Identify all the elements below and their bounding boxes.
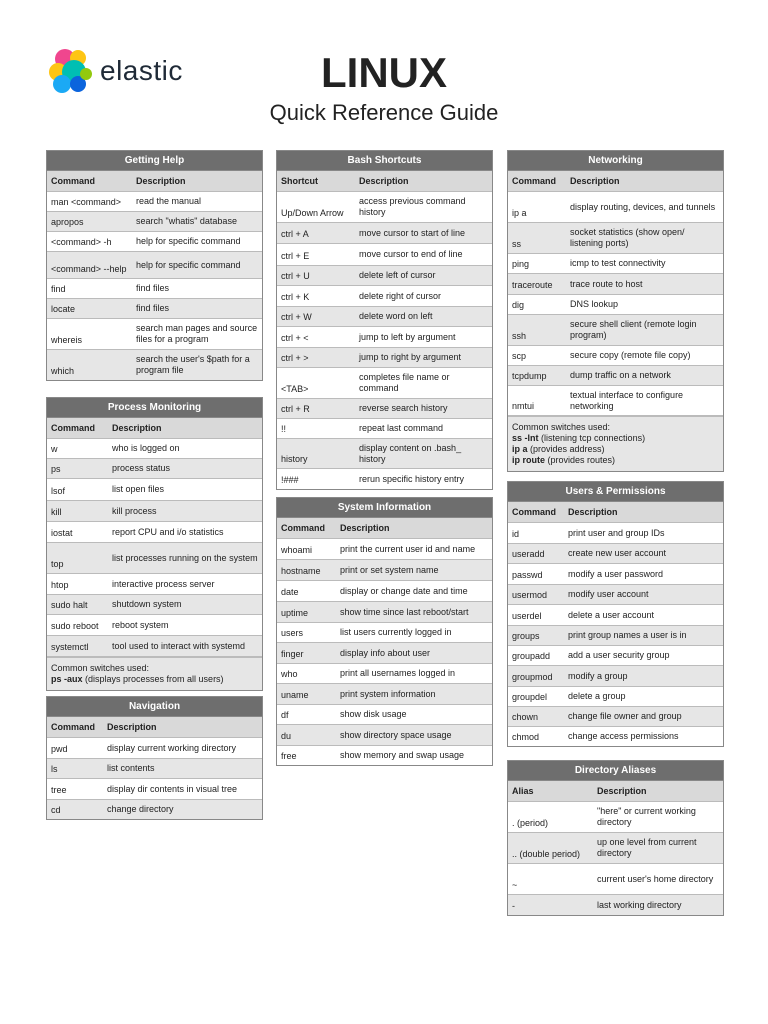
command-cell: ping (512, 259, 530, 269)
description-cell: display current working directory (107, 742, 237, 753)
command-cell: ~ (512, 880, 518, 890)
table-row (508, 223, 723, 254)
column-header: Description (107, 721, 157, 732)
command-cell: hostname (281, 566, 321, 576)
command-cell: tree (51, 785, 67, 795)
logo-text: elastic (100, 55, 183, 86)
command-cell: find (51, 284, 66, 294)
description-cell: modify a group (568, 670, 628, 681)
command-cell: systemctl (51, 642, 89, 652)
description-cell: search man pages and source files for a program (136, 323, 258, 344)
command-cell: top (51, 559, 64, 569)
description-cell: reverse search history (359, 403, 448, 413)
command-cell: useradd (512, 549, 545, 559)
description-cell: print user and group IDs (568, 527, 665, 538)
command-cell: ss (512, 239, 521, 249)
command-cell: which (51, 366, 75, 376)
description-cell: report CPU and i/o statistics (112, 526, 224, 537)
table-row (508, 687, 723, 707)
table-row (47, 212, 262, 232)
command-cell: usermod (512, 590, 548, 600)
table-row (47, 279, 262, 299)
description-cell: delete left of cursor (359, 270, 436, 280)
table-row (508, 802, 723, 833)
description-cell: display dir contents in visual tree (107, 783, 238, 794)
description-cell: print all usernames logged in (340, 668, 456, 678)
table-row (508, 833, 723, 864)
column-header-row (277, 518, 492, 539)
note-text: (provides address) (527, 444, 605, 454)
page-title: LINUX (321, 49, 447, 96)
table-row (47, 299, 262, 319)
table-row (47, 738, 262, 759)
table-row (277, 746, 492, 765)
table-row (47, 522, 262, 543)
description-cell: shutdown system (112, 599, 182, 609)
column-header: Description (340, 522, 390, 533)
command-cell: sudo reboot (51, 621, 99, 631)
description-cell: kill process (112, 505, 157, 516)
note-line (512, 433, 719, 444)
table-row (47, 252, 262, 279)
description-cell: secure copy (remote file copy) (570, 350, 691, 360)
table-row (277, 399, 492, 419)
table-row (508, 864, 723, 895)
table-row (277, 368, 492, 399)
description-cell: current user's home directory (597, 873, 714, 884)
command-cell: chown (512, 712, 539, 722)
table-title: Getting Help (47, 151, 262, 171)
table-row (277, 539, 492, 560)
table-row (277, 223, 492, 244)
command-cell: df (281, 710, 289, 720)
description-cell: move cursor to end of line (359, 249, 463, 259)
column-header: Description (570, 175, 620, 186)
table-row (508, 544, 723, 564)
table-row (508, 315, 723, 346)
table-row (277, 348, 492, 368)
command-cell: ctrl + > (281, 353, 309, 363)
note-line (512, 422, 719, 433)
table-getting-help (46, 150, 263, 381)
command-cell: ctrl + K (281, 292, 310, 302)
command-cell: w (51, 444, 58, 454)
command-cell: chmod (512, 732, 540, 742)
description-cell: change directory (107, 804, 174, 814)
common-switches-note (47, 657, 262, 690)
column-header-row (47, 717, 262, 738)
note-text: (listening tcp connections) (538, 433, 646, 443)
note-line (512, 444, 719, 455)
table-row (277, 664, 492, 684)
table-row (508, 192, 723, 223)
table-row (277, 602, 492, 623)
command-cell: <TAB> (281, 384, 309, 394)
table-title: Process Monitoring (47, 398, 262, 418)
description-cell: find files (136, 283, 170, 293)
command-cell: passwd (512, 570, 543, 580)
elastic-logo-icon (46, 46, 94, 96)
table-row (508, 346, 723, 366)
column-header-row (47, 418, 262, 439)
description-cell: trace route to host (570, 278, 643, 289)
table-users-permissions (507, 481, 724, 747)
table-networking (507, 150, 724, 472)
description-cell: jump to left by argument (359, 331, 456, 342)
command-cell: kill (51, 507, 62, 517)
column-header-row (508, 781, 723, 802)
table-title: Bash Shortcuts (277, 151, 492, 171)
table-title: Navigation (47, 697, 262, 717)
command-cell: !! (281, 424, 287, 434)
column-header: Description (568, 506, 618, 517)
column-header: Command (51, 721, 96, 732)
description-cell: "here" or current working directory (597, 806, 696, 827)
description-cell: show directory space usage (340, 729, 452, 740)
command-cell: ctrl + W (281, 312, 312, 322)
table-system-information (276, 497, 493, 766)
table-directory-aliases (507, 760, 724, 916)
command-cell: groupmod (512, 672, 553, 682)
table-row (508, 254, 723, 274)
column-header-row (508, 171, 723, 192)
table-row (277, 419, 492, 439)
command-cell: groupdel (512, 692, 548, 702)
command-cell: ls (51, 764, 58, 774)
column-header-row (47, 171, 262, 192)
note-switch: ps -aux (51, 674, 83, 684)
command-cell: ps (51, 464, 61, 474)
description-cell: dump traffic on a network (570, 370, 671, 380)
command-cell: cd (51, 805, 61, 815)
column-header-row (508, 502, 723, 523)
table-row (508, 585, 723, 605)
column-header: Description (597, 785, 647, 796)
command-cell: <command> --help (51, 264, 127, 274)
table-row (47, 759, 262, 779)
common-switches-note (508, 416, 723, 471)
description-cell: move cursor to start of line (359, 227, 466, 238)
table-row (277, 560, 492, 581)
page-subtitle: Quick Reference Guide (269, 100, 499, 125)
table-row (277, 725, 492, 746)
table-row (508, 295, 723, 315)
column-header: Command (51, 422, 96, 433)
description-cell: list contents (107, 763, 155, 773)
table-row (47, 319, 262, 350)
note-text: (displays processes from all users) (82, 674, 224, 684)
table-row (277, 307, 492, 327)
command-cell: users (281, 628, 304, 638)
command-cell: <command> -h (51, 237, 112, 247)
command-cell: ctrl + R (281, 404, 310, 414)
table-row (47, 232, 262, 252)
table-row (277, 244, 492, 266)
description-cell: create new user account (568, 548, 667, 558)
command-cell: sudo halt (51, 600, 88, 610)
command-cell: apropos (51, 217, 84, 227)
note-text: Common switches used: (512, 422, 611, 432)
description-cell: process status (112, 463, 171, 473)
command-cell: userdel (512, 611, 542, 621)
command-cell: . (period) (512, 818, 549, 828)
description-cell: textual interface to configure networking (570, 389, 684, 411)
description-cell: modify a user password (568, 568, 664, 579)
description-cell: icmp to test connectivity (570, 258, 666, 268)
column-header: Alias (512, 785, 534, 796)
note-line (51, 663, 258, 674)
command-cell: .. (double period) (512, 849, 581, 859)
command-cell: Up/Down Arrow (281, 208, 344, 218)
table-row (508, 727, 723, 746)
description-cell: print group names a user is in (568, 630, 687, 640)
description-cell: who is logged on (112, 443, 180, 453)
table-row (277, 705, 492, 725)
column-header: Description (136, 175, 186, 186)
description-cell: repeat last command (359, 423, 444, 433)
command-cell: du (281, 731, 292, 741)
description-cell: list open files (112, 484, 165, 494)
description-cell: list processes running on the system (112, 552, 258, 563)
description-cell: access previous command history (359, 196, 466, 217)
description-cell: display or change date and time (340, 585, 468, 596)
description-cell: reboot system (112, 619, 169, 630)
command-cell: free (281, 751, 297, 761)
note-line (512, 455, 719, 466)
column-header: Command (281, 522, 326, 533)
table-row (47, 439, 262, 459)
description-cell: show disk usage (340, 709, 407, 719)
description-cell: display routing, devices, and tunnels (570, 201, 716, 212)
command-cell: whereis (51, 335, 83, 345)
description-cell: rerun specific history entry (359, 473, 465, 484)
description-cell: show time since last reboot/start (340, 606, 469, 617)
note-switch: ip a (512, 444, 528, 454)
table-row (277, 439, 492, 469)
table-title: Users & Permissions (508, 482, 723, 502)
table-row (277, 623, 492, 643)
description-cell: change access permissions (568, 731, 679, 741)
description-cell: delete a user account (568, 609, 655, 620)
description-cell: help for specific command (136, 259, 241, 270)
command-cell: uptime (281, 608, 309, 618)
description-cell: last working directory (597, 899, 682, 910)
table-row (47, 543, 262, 574)
command-cell: nmtui (512, 401, 535, 411)
description-cell: show memory and swap usage (340, 750, 465, 760)
table-row (277, 684, 492, 705)
table-row (508, 646, 723, 666)
command-cell: pwd (51, 744, 68, 754)
table-bash-shortcuts (276, 150, 493, 490)
table-row (277, 286, 492, 307)
description-cell: list users currently logged in (340, 627, 452, 637)
description-cell: search "whatis" database (136, 216, 237, 226)
command-cell: date (281, 587, 299, 597)
description-cell: secure shell client (remote login program) (570, 319, 697, 340)
description-cell: delete right of cursor (359, 290, 442, 301)
command-cell: ctrl + U (281, 271, 310, 281)
command-cell: finger (281, 649, 304, 659)
column-header: Description (359, 175, 409, 186)
description-cell: delete word on left (359, 311, 433, 321)
command-cell: ctrl + A (281, 229, 309, 239)
elastic-logo (46, 46, 183, 96)
table-row (47, 800, 262, 819)
table-row (47, 779, 262, 800)
command-cell: - (512, 901, 515, 911)
description-cell: display content on .bash_ history (359, 442, 462, 464)
command-cell: history (281, 454, 308, 464)
table-title: Networking (508, 151, 723, 171)
description-cell: interactive process server (112, 578, 215, 589)
command-cell: ctrl + < (281, 333, 309, 343)
table-process-monitoring (46, 397, 263, 691)
table-row (277, 643, 492, 664)
command-cell: dig (512, 300, 525, 310)
table-row (508, 366, 723, 386)
description-cell: jump to right by argument (359, 352, 462, 362)
column-header: Shortcut (281, 175, 318, 186)
description-cell: tool used to interact with systemd (112, 640, 246, 651)
table-row (47, 501, 262, 522)
command-cell: ssh (512, 331, 527, 341)
description-cell: socket statistics (show open/ listening ports) (570, 227, 685, 248)
command-cell: who (281, 669, 298, 679)
description-cell: search the user's $path for a program file (136, 354, 250, 375)
command-cell: !### (281, 475, 299, 485)
table-row (47, 636, 262, 657)
table-row (508, 707, 723, 727)
description-cell: read the manual (136, 196, 202, 206)
table-row (47, 192, 262, 212)
description-cell: print or set system name (340, 564, 439, 575)
command-cell: traceroute (512, 280, 553, 290)
command-cell: man <command> (51, 197, 122, 207)
note-text: Common switches used: (51, 663, 150, 673)
table-row (508, 666, 723, 687)
command-cell: tcpdump (512, 371, 547, 381)
command-cell: groupadd (512, 651, 551, 661)
table-row (508, 274, 723, 295)
command-cell: ctrl + E (281, 251, 310, 261)
note-switch: ip route (512, 455, 545, 465)
description-cell: print system information (340, 688, 436, 699)
command-cell: id (512, 529, 520, 539)
table-row (508, 605, 723, 626)
command-cell: ip a (512, 208, 527, 218)
command-cell: uname (281, 690, 309, 700)
description-cell: modify user account (568, 589, 649, 599)
description-cell: delete a group (568, 691, 626, 701)
note-line (51, 674, 258, 685)
table-row (47, 615, 262, 636)
table-row (508, 386, 723, 416)
table-navigation (46, 696, 263, 820)
table-row (508, 564, 723, 585)
table-row (47, 574, 262, 595)
column-header-row (277, 171, 492, 192)
command-cell: locate (51, 304, 76, 314)
column-header: Command (512, 506, 557, 517)
table-row (47, 350, 262, 380)
table-row (277, 266, 492, 286)
table-row (508, 895, 723, 915)
table-row (508, 626, 723, 646)
description-cell: display info about user (340, 647, 431, 658)
table-row (47, 479, 262, 501)
table-row (508, 523, 723, 544)
column-header: Description (112, 422, 162, 433)
description-cell: find files (136, 303, 170, 313)
table-row (277, 327, 492, 348)
description-cell: change file owner and group (568, 711, 682, 721)
description-cell: up one level from current directory (597, 837, 697, 858)
description-cell: add a user security group (568, 650, 670, 660)
description-cell: help for specific command (136, 236, 241, 246)
table-row (277, 469, 492, 489)
column-header: Command (512, 175, 557, 186)
column-header: Command (51, 175, 96, 186)
note-text: (provides routes) (545, 455, 616, 465)
command-cell: groups (512, 631, 540, 641)
command-cell: scp (512, 351, 527, 361)
command-cell: whoami (281, 545, 313, 555)
description-cell: print the current user id and name (340, 543, 476, 554)
table-title: System Information (277, 498, 492, 518)
command-cell: htop (51, 580, 69, 590)
table-row (47, 459, 262, 479)
note-switch: ss -lnt (512, 433, 539, 443)
table-row (277, 581, 492, 602)
table-row (47, 595, 262, 615)
description-cell: DNS lookup (570, 299, 619, 309)
table-title: Directory Aliases (508, 761, 723, 781)
table-row (277, 192, 492, 223)
command-cell: iostat (51, 528, 73, 538)
description-cell: completes file name or command (359, 372, 450, 393)
command-cell: lsof (51, 486, 66, 496)
